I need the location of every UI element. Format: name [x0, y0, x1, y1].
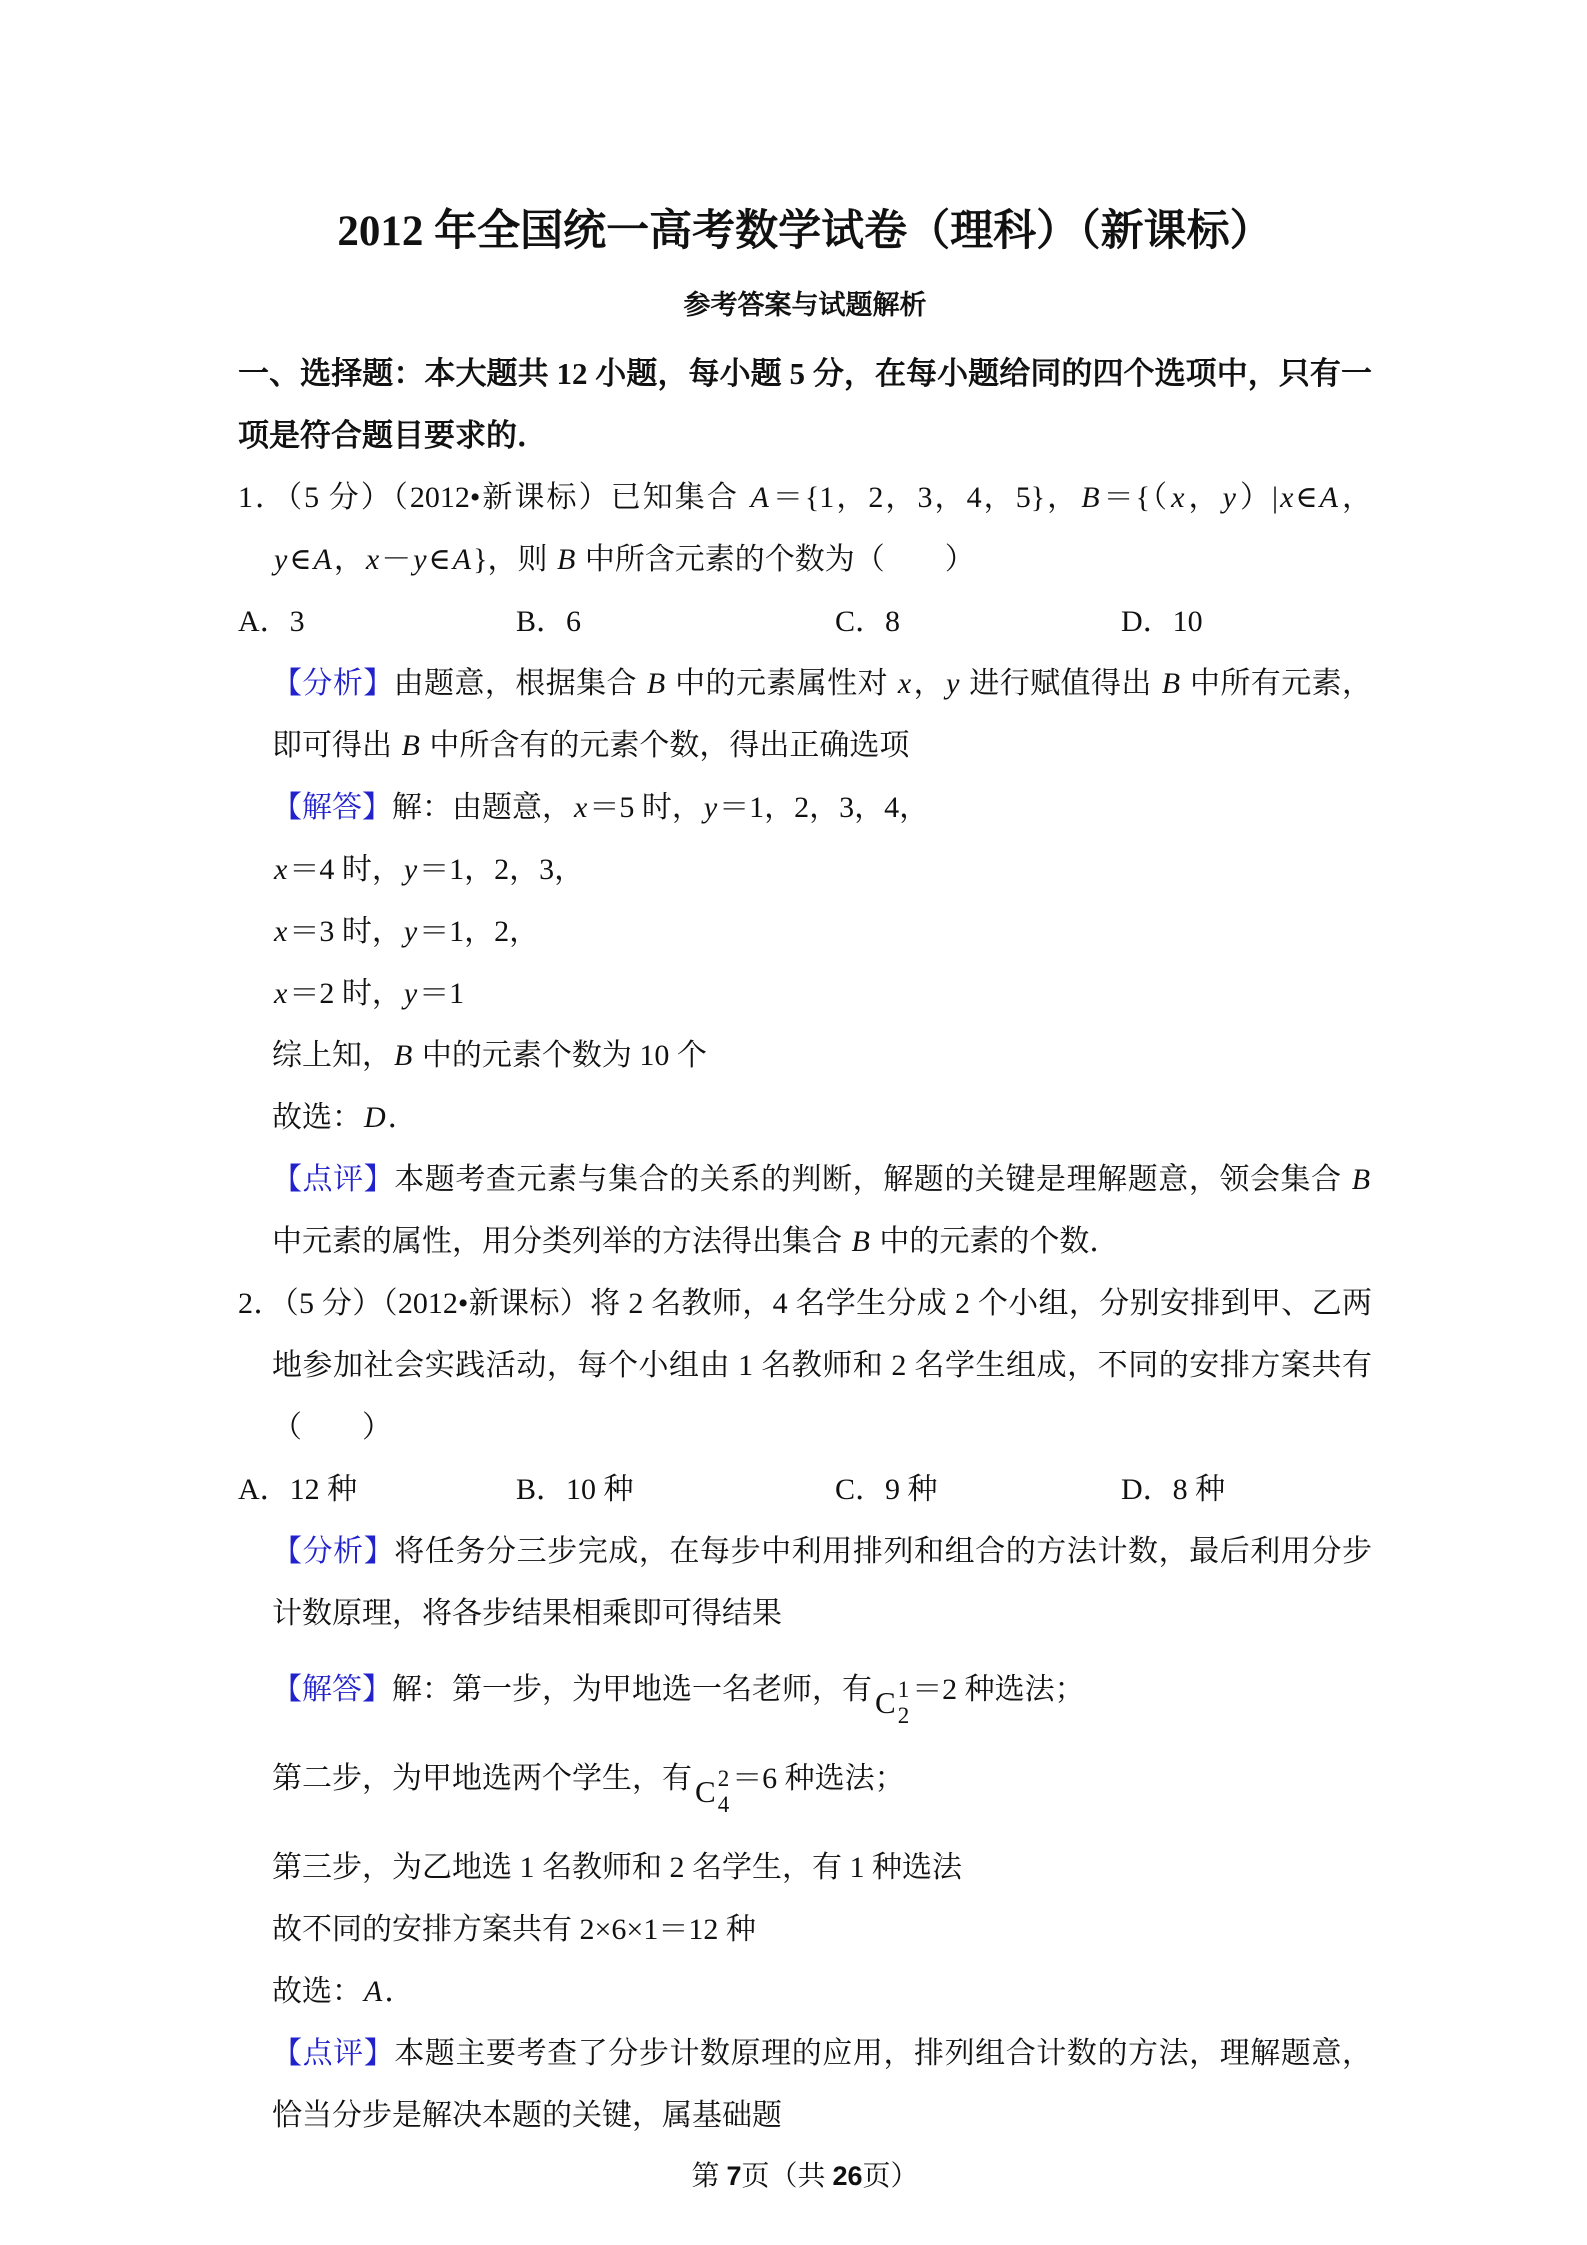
math-variable: A	[452, 543, 472, 576]
math-variable: x	[274, 977, 288, 1010]
math-variable: x	[1280, 481, 1294, 514]
math-variable: y	[403, 853, 418, 886]
label-tag: 【解答】	[272, 791, 392, 824]
combination-symbol	[875, 1672, 909, 1734]
combination-scripts	[898, 1677, 910, 1729]
option: A．12 种	[238, 1473, 358, 1506]
math-variable: B	[851, 1225, 870, 1258]
option: A．3	[238, 605, 305, 638]
footer-prefix: 第	[691, 2161, 727, 2192]
math-variable: B	[1081, 481, 1100, 514]
option: B．6	[516, 605, 582, 638]
math-variable: x	[365, 543, 380, 576]
math-variable: A	[750, 481, 769, 514]
math-variable: x	[274, 915, 288, 948]
solution-paragraph: x＝4 时，y＝1，2，3，	[274, 853, 585, 886]
options-row	[238, 591, 1372, 653]
math-variable: y	[703, 791, 718, 824]
total-pages-number: 26	[832, 2161, 863, 2191]
math-variable: y	[403, 915, 418, 948]
solution-paragraph: 【分析】由题意，根据集合 B 中的元素属性对 x，y 进行赋值得出 B 中所有元素，即可得出 B 中所含有的元素个数，得出正确选项	[272, 667, 1373, 762]
math-variable: B	[646, 667, 666, 700]
option: C．8	[835, 605, 901, 638]
solution-paragraph: 【解答】解：第一步，为甲地选一名老师，有 C 1 2 ＝2 种选法；	[272, 1659, 1372, 1734]
solution-paragraph: 【解答】解：由题意，x＝5 时，y＝1，2，3，4，	[272, 791, 930, 824]
math-variable: y	[1222, 481, 1236, 514]
solution-paragraph: 第二步，为甲地选两个学生，有 C 2 4 ＝6 种选法；	[272, 1748, 1372, 1823]
document-body	[238, 343, 1372, 2147]
document-title: 2012 年全国统一高考数学试卷（理科）（新课标）	[337, 208, 1273, 255]
math-variable: y	[413, 543, 427, 576]
solution-paragraph: 故选：D．	[272, 1101, 418, 1134]
math-variable: B	[401, 729, 420, 762]
math-variable: x	[897, 667, 912, 700]
math-variable: y	[403, 977, 418, 1010]
footer-middle: 页（共	[741, 2161, 833, 2192]
footer-suffix: 页）	[862, 2161, 919, 2192]
option: D．8 种	[1121, 1473, 1226, 1506]
label-tag: 【点评】	[272, 1163, 395, 1196]
option: C．9 种	[835, 1473, 938, 1506]
solution-paragraph: 故不同的安排方案共有 2×6×1＝12 种	[272, 1913, 756, 1946]
math-variable: B	[1351, 1163, 1371, 1196]
label-tag: 【分析】	[272, 667, 394, 700]
combination-symbol	[695, 1761, 729, 1823]
question-paragraph: 1．（5 分）（2012•新课标）已知集合 A＝{1，2，3，4，5}，B＝{（x，y）|x∈A，y∈A，x－y∈A}，则 B 中所含元素的个数为（ ）	[238, 481, 1372, 576]
combination-superscript: 1	[897, 1677, 910, 1702]
solution-paragraph: 第三步，为乙地选 1 名教师和 2 名学生，有 1 种选法	[272, 1851, 962, 1884]
option: D．10	[1121, 605, 1203, 638]
math-variable: B	[394, 1039, 413, 1072]
options-row	[238, 1459, 1372, 1521]
math-variable: B	[556, 543, 576, 576]
label-tag: 【解答】	[272, 1673, 392, 1706]
combination-subscript: 4	[717, 1792, 730, 1817]
solution-paragraph: x＝2 时，y＝1	[274, 977, 465, 1010]
solution-paragraph: 【点评】本题主要考查了分步计数原理的应用，排列组合计数的方法，理解题意，恰当分步是解决本题的关键，属基础题	[272, 2037, 1373, 2132]
math-variable: D	[364, 1101, 386, 1134]
solution-paragraph: 【点评】本题考查元素与集合的关系的判断，解题的关键是理解题意，领会集合 B 中元素的属性，用分类列举的方法得出集合 B 中的元素的个数．	[272, 1163, 1371, 1258]
page-footer	[238, 2151, 1372, 2202]
section-heading: 一、选择题：本大题共 12 小题，每小题 5 分，在每小题给同的四个选项中，只有一项是符合题目要求的．	[238, 356, 1372, 453]
math-variable: B	[1161, 667, 1181, 700]
solution-paragraph: 故选：A．	[272, 1975, 415, 2008]
combination-letter: C	[875, 1685, 896, 1720]
label-tag: 【分析】	[272, 1535, 395, 1568]
solution-paragraph: 综上知，B 中的元素个数为 10 个	[272, 1039, 707, 1072]
math-variable: A	[1319, 481, 1338, 514]
question-paragraph: 2．（5 分）（2012•新课标）将 2 名教师，4 名学生分成 2 个小组，分别安排到甲、乙两地参加社会实践活动，每个小组由 1 名教师和 2 名学生组成，不同的安排方案共有（ ）	[238, 1287, 1372, 1444]
math-variable: A	[313, 543, 332, 576]
math-variable: x	[574, 791, 588, 824]
label-tag: 【点评】	[272, 2037, 395, 2070]
combination-letter: C	[695, 1774, 716, 1809]
math-variable: y	[946, 667, 960, 700]
solution-paragraph: 【分析】将任务分三步完成，在每步中利用排列和组合的方法计数，最后利用分步计数原理，将各步结果相乘即可得结果	[272, 1535, 1373, 1630]
math-variable: A	[364, 1975, 383, 2008]
combination-subscript: 2	[897, 1703, 910, 1728]
math-variable: x	[274, 853, 288, 886]
combination-superscript: 2	[717, 1766, 730, 1791]
combination-scripts	[718, 1766, 730, 1818]
current-page-number: 7	[726, 2161, 742, 2191]
document-subtitle: 参考答案与试题解析	[683, 290, 927, 320]
math-variable: y	[274, 543, 288, 576]
solution-paragraph: x＝3 时，y＝1，2，	[274, 915, 540, 948]
math-variable: x	[1171, 481, 1185, 514]
option: B．10 种	[516, 1473, 634, 1506]
